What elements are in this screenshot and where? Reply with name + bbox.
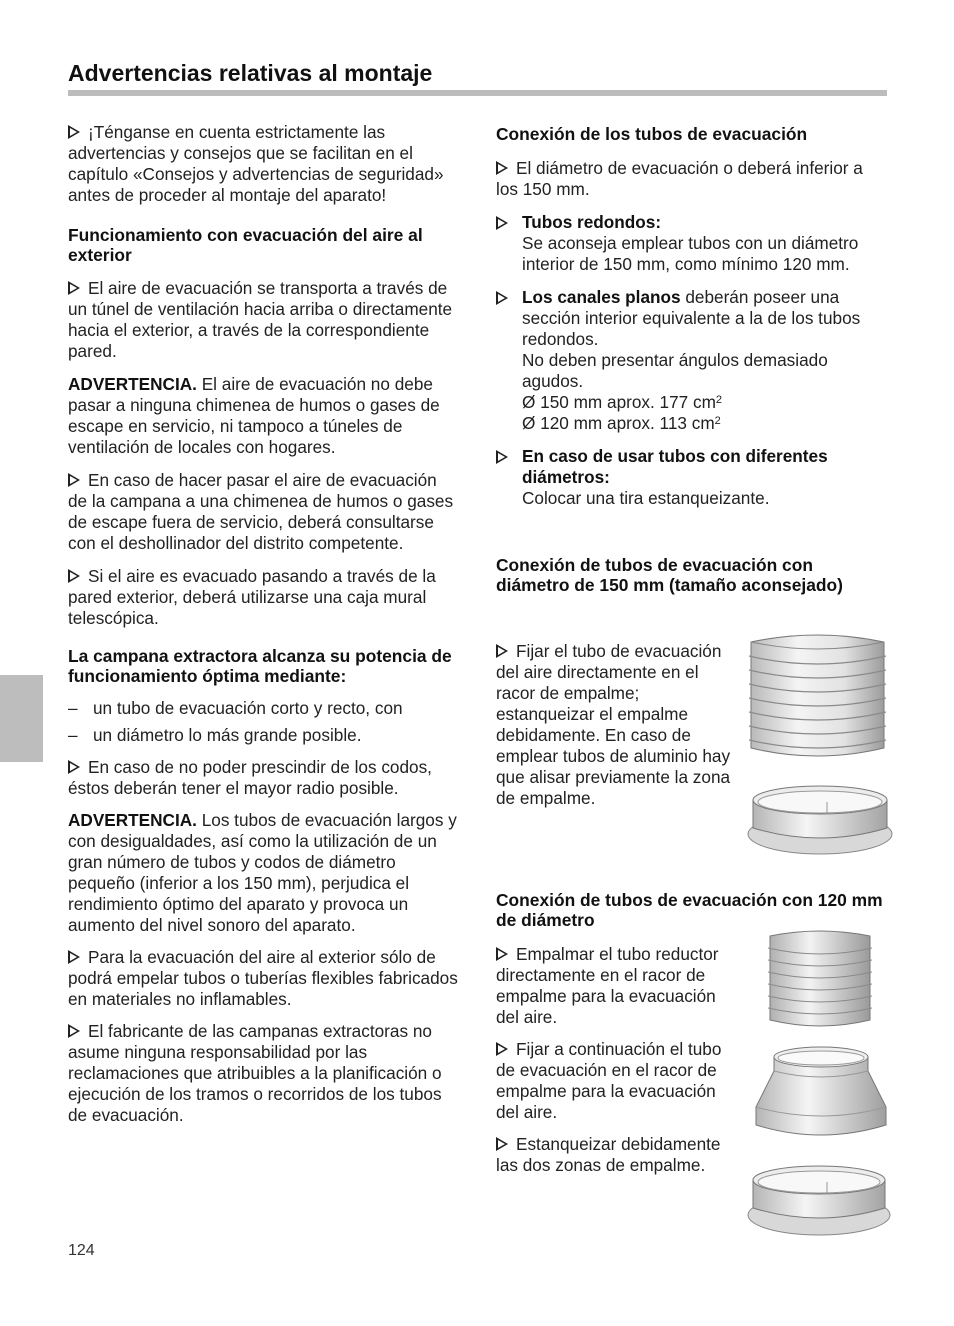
side-tab bbox=[0, 675, 43, 762]
triangle-bullet-icon bbox=[496, 216, 508, 230]
title-rule bbox=[68, 90, 887, 96]
paragraph: Si el aire es evacuado pasando a través de la pared exterior, deberá utilizarse una caja mural telescópica. bbox=[68, 566, 436, 628]
paragraph: Empalmar el tubo reductor directamente en el racor de empalme para la evacuación del aire. bbox=[496, 944, 719, 1027]
paragraph: En caso de hacer pasar el aire de evacuación de la campana a una chimenea de humos o gases de escape fuera de servicio, deberá consultarse con el deshollinador del distrito competente. bbox=[68, 470, 454, 553]
connection-collar-icon bbox=[745, 1160, 893, 1238]
triangle-bullet-icon bbox=[68, 473, 80, 487]
triangle-bullet-icon bbox=[496, 450, 508, 464]
triangle-bullet-icon bbox=[68, 1024, 80, 1038]
reducer-icon bbox=[752, 1045, 890, 1145]
bullet-round-tubes: Tubos redondos: Se aconseja emplear tubos con un diámetro interior de 150 mm, como mínimo 120 mm. bbox=[496, 212, 888, 275]
left-column bbox=[68, 122, 460, 1126]
warning-paragraph: ADVERTENCIA. Los tubos de evacuación largos y con desigualdades, así como la utilización de un gran número de tubos y codos de diámetro pequeño (inferior a los 150 mm), perjudica el rendimiento óptimo del aparato y provoca un aumento del nivel sonoro del aparato. bbox=[68, 810, 457, 935]
triangle-bullet-icon bbox=[496, 1042, 508, 1056]
text-120mm bbox=[496, 944, 741, 1176]
list-item: – un diámetro lo más grande posible. bbox=[68, 725, 460, 746]
triangle-bullet-icon bbox=[68, 281, 80, 295]
page-number: 124 bbox=[68, 1242, 95, 1259]
intro-paragraph: ¡Ténganse en cuenta estrictamente las advertencias y consejos que se facilitan en el capítulo «Consejos y advertencias de seguridad» antes de proceder al montaje del aparato! bbox=[68, 122, 444, 205]
right-column bbox=[496, 124, 888, 595]
triangle-bullet-icon bbox=[496, 1137, 508, 1151]
section-heading: Conexión de los tubos de evacuación bbox=[496, 124, 808, 144]
paragraph: El fabricante de las campanas extractoras no asume ninguna responsabilidad por las reclamaciones que atribuibles a la planificación o ejecución de los tramos o recorridos de los tubos de evacuación. bbox=[68, 1021, 442, 1125]
page-title: Advertencias relativas al montaje bbox=[68, 60, 433, 86]
triangle-bullet-icon bbox=[68, 760, 80, 774]
paragraph: Para la evacuación del aire al exterior sólo de podrá empelar tubos o tuberías flexibles fabricados en materiales no inflamables. bbox=[68, 947, 458, 1009]
paragraph: El aire de evacuación se transporta a través de un túnel de ventilación hacia arriba o directamente hacia el exterior, a través de la correspondiente pared. bbox=[68, 278, 453, 361]
paragraph: Fijar a continuación el tubo de evacuación en el racor de empalme para la evacuación del aire. bbox=[496, 1039, 722, 1122]
triangle-bullet-icon bbox=[496, 161, 508, 175]
bullet-flat-channels: Los canales planos deberán poseer una sección interior equivalente a la de los tubos redondos. No deben presentar ángulos demasiado agudos. Ø 150 mm aprox. 177 $cm^2$ Ø 120 mm aprox. 113 $cm^2$ bbox=[496, 287, 888, 434]
triangle-bullet-icon bbox=[496, 947, 508, 961]
paragraph: Fijar el tubo de evacuación del aire directamente en el racor de empalme; estanqueizar el empalme debidamente. En caso de emplear tubos de aluminio hay que alisar previamente la zona de empalme. bbox=[496, 641, 731, 808]
triangle-bullet-icon bbox=[496, 644, 508, 658]
section-heading: Funcionamiento con evacuación del aire al exterior bbox=[68, 225, 423, 265]
connection-collar-icon bbox=[745, 782, 895, 857]
flexible-duct-icon bbox=[765, 928, 875, 1033]
section-heading: La campana extractora alcanza su potencia de funcionamiento óptima mediante: bbox=[68, 646, 452, 686]
section-heading: Conexión de tubos de evacuación con diámetro de 150 mm (tamaño aconsejado) bbox=[496, 555, 843, 595]
bullet-different-diameters: En caso de usar tubos con diferentes diámetros: Colocar una tira estanqueizante. bbox=[496, 446, 888, 509]
paragraph: El diámetro de evacuación o deberá inferior a los 150 mm. bbox=[496, 158, 863, 199]
paragraph: Estanqueizar debidamente las dos zonas de empalme. bbox=[496, 1134, 721, 1175]
flexible-duct-icon bbox=[745, 630, 890, 765]
text-150mm bbox=[496, 641, 734, 809]
list-item: – un tubo de evacuación corto y recto, con bbox=[68, 698, 460, 719]
triangle-bullet-icon bbox=[68, 950, 80, 964]
paragraph: En caso de no poder prescindir de los codos, éstos deberán tener el mayor radio posible. bbox=[68, 757, 432, 798]
warning-paragraph: ADVERTENCIA. El aire de evacuación no debe pasar a ninguna chimenea de humos o gases de escape en servicio, ni tampoco a túneles de ventilación de locales con hogares. bbox=[68, 374, 440, 457]
heading-120mm bbox=[496, 890, 888, 930]
triangle-bullet-icon bbox=[68, 125, 80, 139]
section-heading: Conexión de tubos de evacuación con 120 mm de diámetro bbox=[496, 890, 883, 930]
triangle-bullet-icon bbox=[68, 569, 80, 583]
triangle-bullet-icon bbox=[496, 291, 508, 305]
